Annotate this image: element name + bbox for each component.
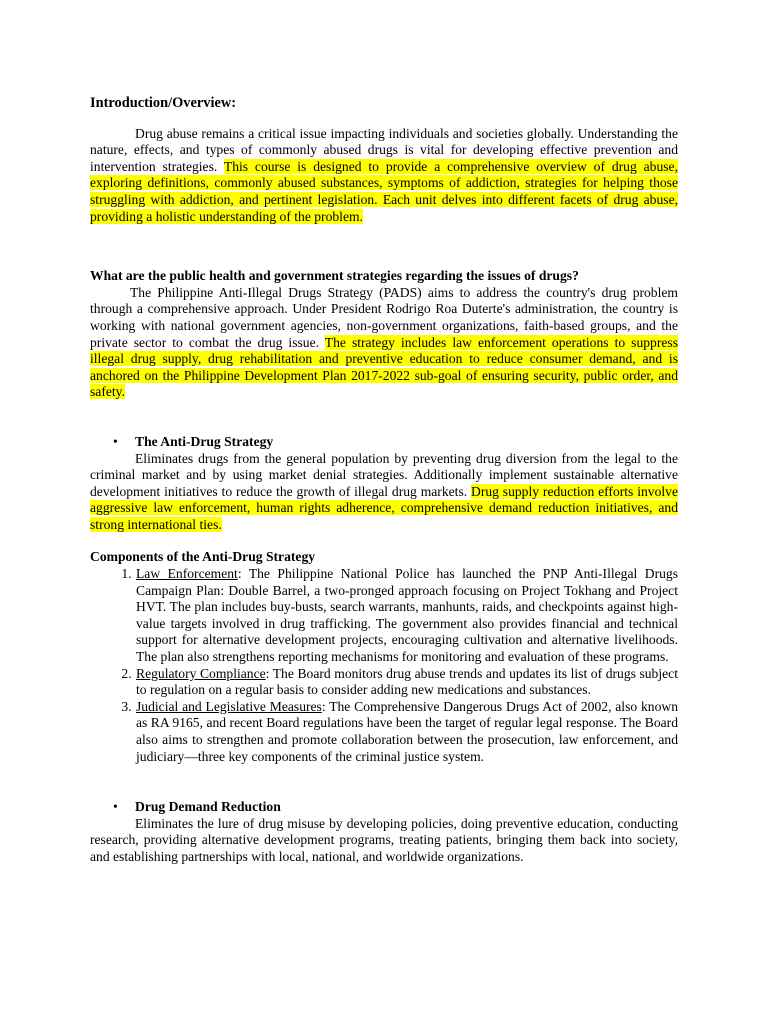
anti-drug-strategy-section bbox=[90, 433, 678, 534]
intro-heading: Introduction/Overview: bbox=[90, 95, 237, 111]
strategies-question-heading: What are the public health and government strategies regarding the issues of drugs? bbox=[90, 268, 579, 284]
anti-drug-strategy-paragraph bbox=[90, 451, 678, 534]
anti-drug-text: Eliminates drugs from the general population by preventing drug diversion from the legal to the criminal market and by using market denial strategies. Additionally implement sustainable alternative development initiatives to reduce the growth of illegal drug markets. bbox=[90, 450, 678, 499]
list-item bbox=[135, 699, 678, 765]
demand-reduction-section bbox=[90, 799, 678, 865]
document-body bbox=[90, 95, 678, 866]
anti-drug-strategy-title: • The Anti-Drug Strategy bbox=[135, 434, 678, 451]
component-term: Regulatory Compliance bbox=[136, 665, 266, 681]
strategies-text: The Philippine Anti-Illegal Drugs Strategy (PADS) aims to address the country's drug problem through a comprehensive approach. Under President Rodrigo Roa Duterte's administration, the country is working with national government agencies, non-government organizations, faith-based groups, and the private sector to combat the drug issue. bbox=[90, 284, 678, 350]
anti-drug-highlighted-text: Drug supply reduction efforts involve aggressive law enforcement, human rights adherence, comprehensive demand reduction initiatives, and strong international ties. bbox=[90, 483, 678, 532]
components-heading: Components of the Anti-Drug Strategy bbox=[90, 549, 316, 565]
intro-paragraph bbox=[90, 126, 678, 226]
components-list bbox=[90, 566, 678, 765]
component-term: Law Enforcement bbox=[136, 566, 238, 582]
intro-text: Drug abuse remains a critical issue impacting individuals and societies globally. Understanding the nature, effects, and types of commonly abused drugs is vital for developing effective prevention and intervention strategies. bbox=[90, 125, 678, 174]
strategies-highlighted-text: The strategy includes law enforcement operations to suppress illegal drug supply, drug rehabilitation and preventive education to reduce consumer demand, and is anchored on the Philippine Development Plan 2017-2022 sub-goal of ensuring security, public order, and safety. bbox=[90, 334, 678, 400]
strategies-paragraph bbox=[90, 285, 678, 401]
demand-reduction-paragraph: Eliminates the lure of drug misuse by developing policies, doing preventive education, conducting research, providing alternative development programs, treating patients, bringing them back into society, and establishing partnerships with local, national, and worldwide organizations. bbox=[90, 815, 678, 864]
demand-reduction-title: • Drug Demand Reduction bbox=[135, 799, 678, 816]
component-term: Judicial and Legislative Measures bbox=[136, 698, 322, 714]
component-text: : The Board monitors drug abuse trends and updates its list of drugs subject to regulation on a regular basis to consider adding new medications and substances. bbox=[136, 665, 678, 698]
intro-highlighted-text: This course is designed to provide a comprehensive overview of drug abuse, exploring definitions, commonly abused substances, symptoms of addiction, strategies for helping those struggling with addiction, and pertinent legislation. Each unit delves into different facets of drug abuse, providing a holistic understanding of the problem. bbox=[90, 158, 678, 224]
component-text: : The Comprehensive Dangerous Drugs Act of 2002, also known as RA 9165, and recent Board regulations have been the target of regular legal response. The Board also aims to strengthen and promote collaboration between the prosecution, law enforcement, and judiciary—three key components of the criminal justice system. bbox=[136, 698, 678, 764]
list-item bbox=[135, 666, 678, 699]
component-text: : The Philippine National Police has launched the PNP Anti-Illegal Drugs Campaign Plan: Double Barrel, a two-pronged approach focusing on Project Tokhang and Project HVT. The plan includes buy-busts, search warrants, manhunts, raids, and checkpoints against high-value targets involved in drug trafficking. The government also provides financial and technical support for alternative development projects, encouraging cultivation and alternative livelihoods. The plan also strengthens reporting mechanisms for monitoring and evaluation of these programs. bbox=[136, 566, 678, 665]
list-item bbox=[135, 566, 678, 666]
